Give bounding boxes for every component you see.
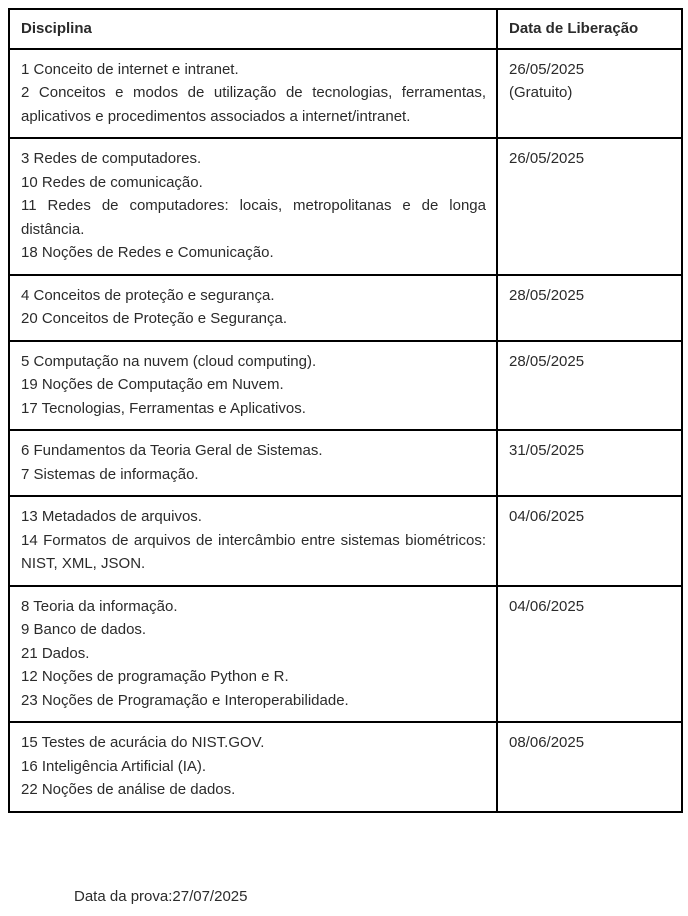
disciplina-cell (9, 722, 497, 812)
disciplina-cell (9, 430, 497, 496)
release-date-cell (497, 341, 682, 431)
topic-text: 9 Banco de dados. (21, 621, 147, 638)
release-schedule-table (8, 8, 683, 813)
release-date-note: (Gratuito) (509, 84, 573, 101)
release-date: 26/05/2025 (509, 60, 585, 78)
release-date-cell (497, 430, 682, 496)
table-body (9, 49, 682, 812)
release-date-cell (497, 496, 682, 586)
release-date: 28/05/2025 (509, 286, 585, 304)
topic-text: 18 Noções de Redes e Comunicação. (21, 244, 274, 261)
topic-text: 19 Noções de Computação em Nuvem. (21, 376, 284, 393)
disciplina-cell (9, 138, 497, 275)
topic-text: 14 Formatos de arquivos de intercâmbio entre sistemas biométricos: NIST, XML, JSON. (21, 531, 486, 572)
topic-text: 23 Noções de Programação e Interoperabilidade. (21, 691, 349, 709)
table-row (9, 722, 682, 812)
disciplina-cell (9, 496, 497, 586)
topic-text: 5 Computação na nuvem (cloud computing). (21, 352, 317, 370)
release-date: 26/05/2025 (509, 150, 585, 167)
release-date-cell (497, 586, 682, 723)
exam-date-text: Data da prova:27/07/2025 (74, 888, 248, 905)
release-date-cell (497, 722, 682, 812)
topic-text: 8 Teoria da informação. (21, 597, 178, 615)
table-row (9, 275, 682, 341)
disciplina-cell (9, 275, 497, 341)
topic-text: 12 Noções de programação Python e R. (21, 668, 289, 685)
release-date-cell (497, 138, 682, 275)
topic-text: 1 Conceito de internet e intranet. (21, 60, 239, 78)
topic-text: 7 Sistemas de informação. (21, 465, 199, 483)
topic-text: 2 Conceitos e modos de utilização de tecnologias, ferramentas, aplicativos e procedimentos associados a internet/intranet. (21, 84, 486, 125)
release-date: 08/06/2025 (509, 734, 585, 751)
topic-text: 21 Dados. (21, 644, 90, 662)
topic-text: 17 Tecnologias, Ferramentas e Aplicativos. (21, 399, 306, 417)
release-date-cell (497, 275, 682, 341)
release-date: 28/05/2025 (509, 352, 585, 370)
table-row (9, 138, 682, 275)
table-row (9, 341, 682, 431)
topic-text: 16 Inteligência Artificial (IA). (21, 757, 207, 775)
table-row (9, 49, 682, 139)
topic-text: 10 Redes de comunicação. (21, 173, 203, 191)
table-row (9, 586, 682, 723)
topic-text: 15 Testes de acurácia do NIST.GOV. (21, 734, 265, 751)
release-date: 31/05/2025 (509, 442, 585, 459)
topic-text: 11 Redes de computadores: locais, metropolitanas e de longa distância. (21, 197, 486, 238)
table-row (9, 496, 682, 586)
topic-text: 4 Conceitos de proteção e segurança. (21, 286, 275, 304)
topic-text: 13 Metadados de arquivos. (21, 508, 202, 525)
topic-text: 6 Fundamentos da Teoria Geral de Sistemas. (21, 442, 323, 459)
disciplina-cell (9, 586, 497, 723)
release-date: 04/06/2025 (509, 508, 585, 525)
column-header-data-de-liberacao: Data de Liberação (497, 9, 682, 49)
table-row (9, 430, 682, 496)
disciplina-cell (9, 49, 497, 139)
column-header-disciplina: Disciplina (9, 9, 497, 49)
topic-text: 22 Noções de análise de dados. (21, 781, 236, 798)
topic-text: 20 Conceitos de Proteção e Segurança. (21, 310, 288, 327)
release-date: 04/06/2025 (509, 597, 585, 615)
header-row (9, 9, 682, 49)
disciplina-cell (9, 341, 497, 431)
release-date-cell (497, 49, 682, 139)
topic-text: 3 Redes de computadores. (21, 150, 202, 167)
